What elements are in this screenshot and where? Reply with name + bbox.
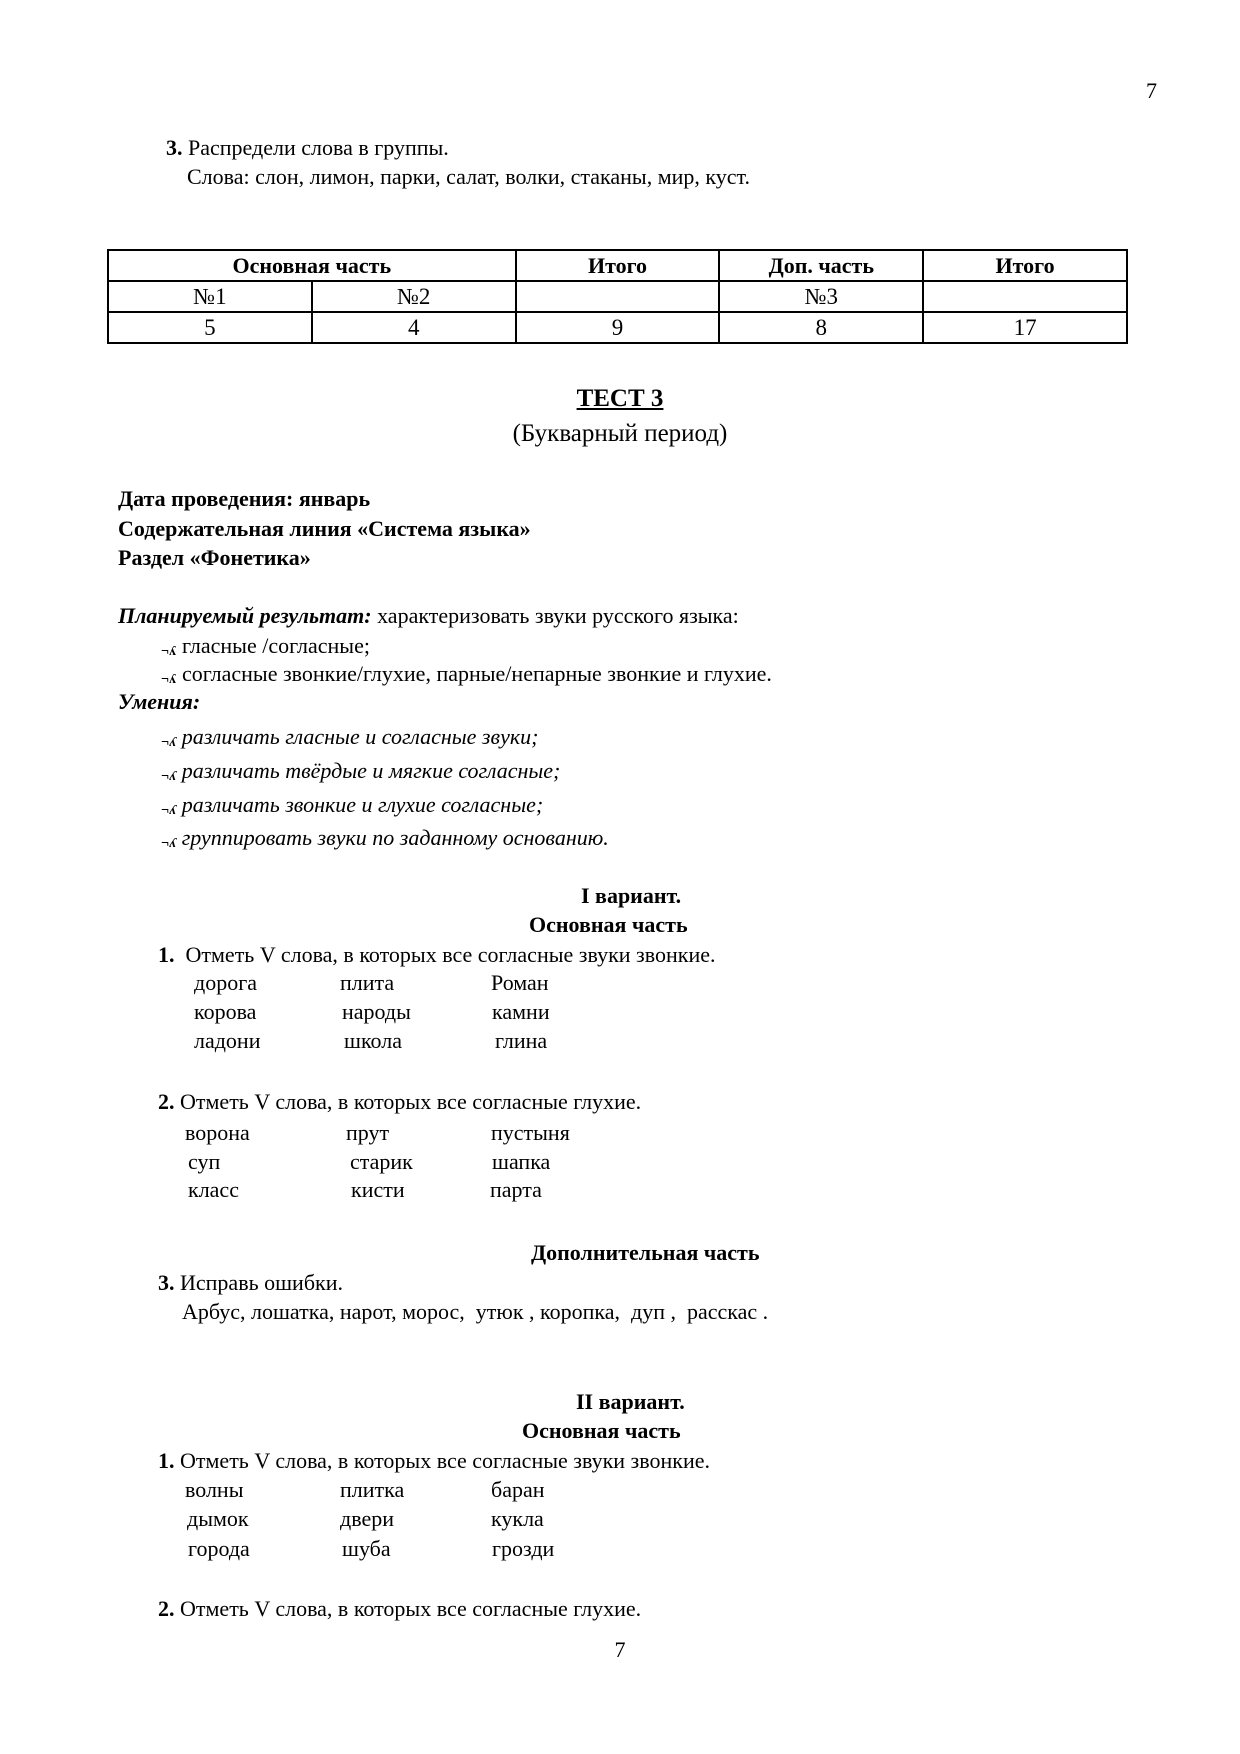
table-row <box>108 281 1127 312</box>
word: волны <box>185 1477 244 1502</box>
cell: 8 <box>719 312 923 343</box>
test-date: Дата проведения: январь <box>118 486 371 511</box>
header-total-2: Итого <box>923 250 1127 281</box>
v1-task3 <box>158 1270 343 1296</box>
skill-item: ¬ʎ различать твёрдые и мягкие согласные; <box>161 758 560 790</box>
cell <box>923 281 1127 312</box>
word: плита <box>340 970 395 995</box>
v1-task1 <box>158 942 715 968</box>
task-number: 1. <box>158 942 175 967</box>
planned-item: ¬ʎ гласные /согласные; <box>161 633 370 665</box>
v2-task2 <box>158 1596 641 1622</box>
cell: №2 <box>312 281 516 312</box>
task-text: Отметь V слова, в которых все согласные звуки звонкие. <box>180 1448 710 1473</box>
task-number: 2. <box>158 1089 175 1114</box>
test-section: Раздел «Фонетика» <box>118 545 311 570</box>
cell <box>516 281 720 312</box>
word: баран <box>491 1477 545 1502</box>
cell: 17 <box>923 312 1127 343</box>
page-number-bottom: 7 <box>614 1637 626 1662</box>
word: народы <box>342 999 411 1024</box>
word: класс <box>188 1177 239 1202</box>
score-table <box>107 249 1128 344</box>
cell: №1 <box>108 281 312 312</box>
word: пустыня <box>491 1120 570 1145</box>
word: глина <box>495 1028 548 1053</box>
v1-task3-words: Арбус, лошатка, нарот, морос, утюк , коропка, дуп , расскас . <box>182 1299 769 1324</box>
word: ворона <box>185 1120 250 1145</box>
cell: 5 <box>108 312 312 343</box>
task-number: 3. <box>166 135 183 160</box>
variant1-extra: Дополнительная часть <box>531 1240 760 1265</box>
word: камни <box>492 999 550 1024</box>
word: школа <box>344 1028 402 1053</box>
table-row <box>108 312 1127 343</box>
variant1-main: Основная часть <box>529 912 688 937</box>
skill-item: ¬ʎ различать звонкие и глухие согласные; <box>161 792 543 824</box>
word: старик <box>350 1149 413 1174</box>
cell: 4 <box>312 312 516 343</box>
task-number: 1. <box>158 1448 175 1473</box>
header-main: Основная часть <box>108 250 516 281</box>
planned-label: Планируемый результат: <box>118 603 372 628</box>
header-extra: Доп. часть <box>719 250 923 281</box>
word: парта <box>490 1177 542 1202</box>
test-line: Содержательная линия «Система языка» <box>118 516 531 541</box>
word: прут <box>346 1120 390 1145</box>
word: кисти <box>351 1177 405 1202</box>
test-subtitle: (Букварный период) <box>512 420 728 447</box>
header-total: Итого <box>516 250 720 281</box>
word: двери <box>340 1506 394 1531</box>
word: города <box>188 1536 250 1561</box>
word: суп <box>188 1149 221 1174</box>
word: корова <box>194 999 257 1024</box>
task-number: 3. <box>158 1270 175 1295</box>
task-text: Отметь V слова, в которых все согласные глухие. <box>180 1596 642 1621</box>
word: шуба <box>342 1536 391 1561</box>
skills-label: Умения: <box>118 689 201 714</box>
v1-task2 <box>158 1089 641 1115</box>
word: ладони <box>194 1028 261 1053</box>
task-text: Распредели слова в группы. <box>188 135 449 160</box>
task-text: Отметь V слова, в которых все согласные глухие. <box>180 1089 642 1114</box>
word: плитка <box>340 1477 405 1502</box>
planned-item: ¬ʎ согласные звонкие/глухие, парные/непарные звонкие и глухие. <box>161 661 772 693</box>
planned-result <box>118 603 739 629</box>
task-3-words: Слова: слон, лимон, парки, салат, волки, стаканы, мир, куст. <box>187 164 750 189</box>
task-3-prev <box>166 135 449 161</box>
word: дымок <box>187 1506 249 1531</box>
planned-text: характеризовать звуки русского языка: <box>371 603 739 628</box>
task-number: 2. <box>158 1596 175 1621</box>
variant2-main: Основная часть <box>522 1418 681 1443</box>
v2-task1 <box>158 1448 710 1474</box>
cell: 9 <box>516 312 720 343</box>
task-text: Отметь V слова, в которых все согласные звуки звонкие. <box>185 942 716 967</box>
word: грозди <box>492 1536 555 1561</box>
word: Роман <box>491 970 549 995</box>
task-text: Исправь ошибки. <box>180 1270 343 1295</box>
skill-item: ¬ʎ различать гласные и согласные звуки; <box>161 724 538 756</box>
skill-item: ¬ʎ группировать звуки по заданному основанию. <box>161 825 609 857</box>
page-number-top: 7 <box>1146 78 1157 103</box>
cell: №3 <box>719 281 923 312</box>
test-title: ТЕСТ 3 <box>576 385 664 412</box>
word: шапка <box>492 1149 551 1174</box>
variant1-title: I вариант. <box>581 883 682 908</box>
word: кукла <box>491 1506 544 1531</box>
variant2-title: II вариант. <box>576 1389 685 1414</box>
word: дорога <box>194 970 257 995</box>
